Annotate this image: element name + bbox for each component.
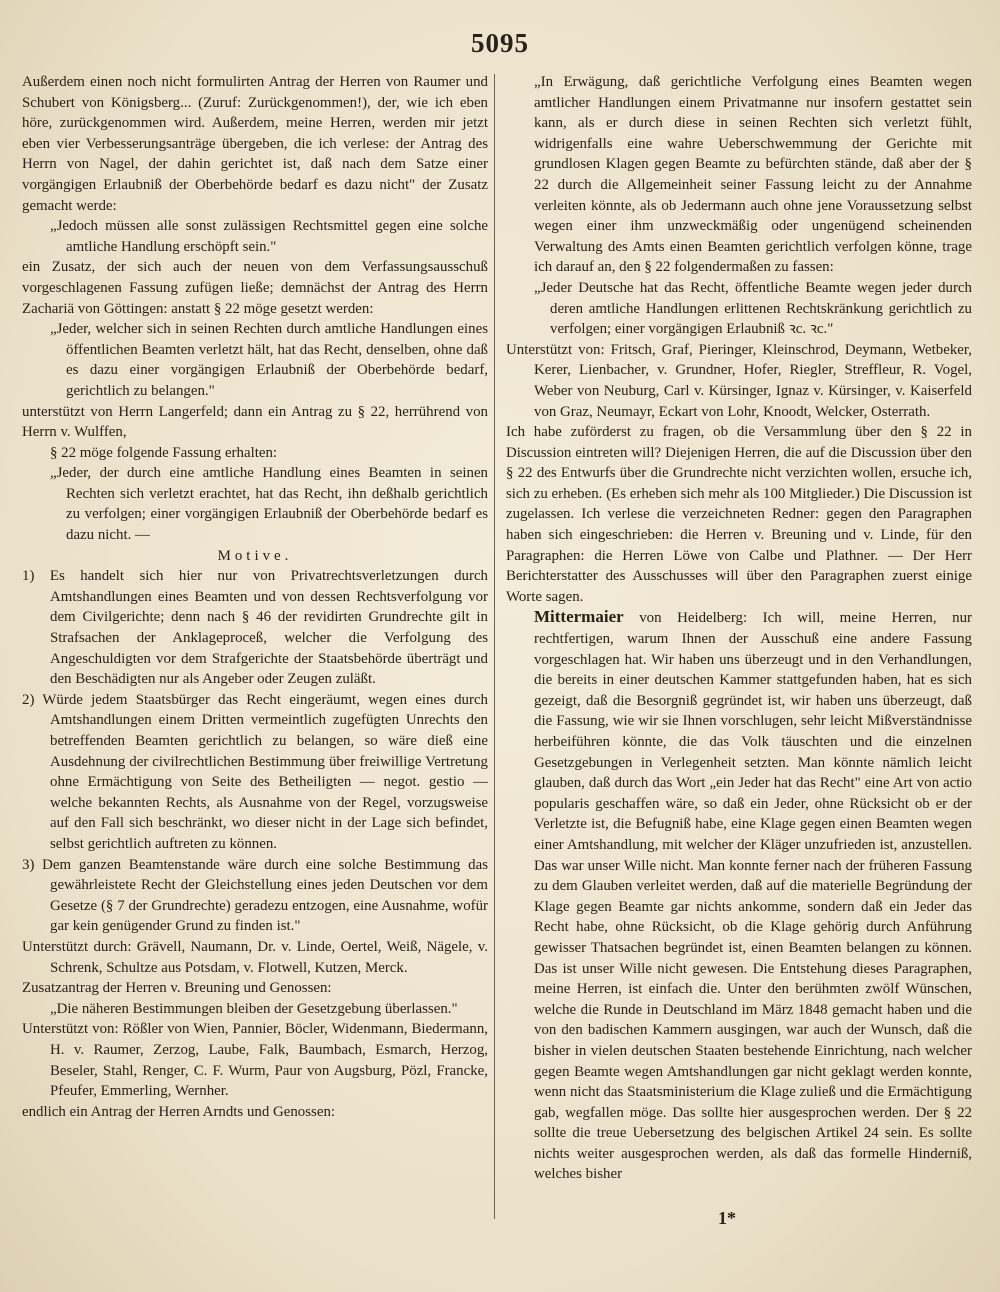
left-column	[22, 72, 488, 1212]
left-paragraph-3: unterstützt von Herrn Langerfeld; dann ein Antrag zu § 22, herrührend von Herrn v. Wulffen,	[22, 403, 488, 441]
left-quote-nagel: „Jedoch müssen alle sonst zulässigen Rechtsmittel gegen eine solche amtliche Handlung erschöpft sein."	[50, 218, 488, 255]
right-quote-arndts: „In Erwägung, daß gerichtliche Verfolgung eines Beamten wegen amtlicher Handlungen einem Privatmanne nur insofern gestattet sein kann, als er durch diese in seinen Rechten sich verletzt fühlt, widrigenfalls eine wahre Ueberschwemmung der Gerichte mit grundlosen Klagen gegen Beamte zu befürchten stände, daß aber der § 22 durch die Allgemeinheit seiner Fassung leicht zu der Annahme verleiten könnte, als ob Jedermann auch ohne jene Voraussetzung selbst wegen einer ihm unzweckmäßig oder ungenügend scheinenden Verwaltung des Amts einen Beamten gerichtlich verfolgen könne, trage ich darauf an, den § 22 folgendermaßen zu fassen:	[534, 74, 972, 276]
left-paragraph-4: § 22 möge folgende Fassung erhalten:	[50, 444, 278, 461]
left-paragraph-5: Zusatzantrag der Herren v. Breuning und Genossen:	[22, 980, 332, 997]
motive-item-3: 3) Dem ganzen Beamtenstande wäre durch eine solche Bestimmung das gewährleistete Recht der Gleichstellung eines jeden Deutschen vor dem Gesetze (§ 7 der Grundrechte) geradezu entzogen, eine Ausnahme, wofür gar kein genügender Grund zu finden ist."	[22, 856, 488, 935]
right-speech	[506, 607, 972, 1185]
speaker-name: Mittermaier	[534, 607, 624, 627]
signature-mark: 1*	[718, 1208, 736, 1228]
left-paragraph-6: endlich ein Antrag der Herren Arndts und Genossen:	[22, 1103, 336, 1120]
left-supporters-2: Unterstützt von: Rößler von Wien, Pannier, Böcler, Widenmann, Biedermann, H. v. Raumer, Zerzog, Laube, Falk, Baumbach, Esmarch, Herzog, Beseler, Stahl, Renger, C. F. Wurm, Paur von Augsburg, Pözl, Francke, Pfeufer, Emmerling, Wernher.	[22, 1021, 488, 1100]
right-column	[506, 72, 972, 1212]
left-supporters-1: Unterstützt durch: Grävell, Naumann, Dr. v. Linde, Oertel, Weiß, Nägele, v. Schrenk, Schultze aus Potsdam, v. Flotwell, Kutzen, Merck.	[22, 938, 488, 976]
motive-item-2: 2) Würde jedem Staatsbürger das Recht eingeräumt, wegen eines durch Amtshandlungen einem Dritten vermeintlich zugefügten Unrechts den betreffenden Beamten gerichtlich zu belangen, so wäre dieß eine Ausdehnung der civilrechtlichen Bestimmung über freiwillige Vertretung ohne Ermächtigung von Seite des Betheiligten — negot. gestio — welche bekannten Rechts, als Ausnahme von der Regel, vorzugsweise auf den Fall sich beschränkt, wo dieser nicht in der Lage sich befindet, selbst gerichtlich auftreten zu können.	[22, 691, 488, 852]
left-paragraph-1: Außerdem einen noch nicht formulirten Antrag der Herren von Raumer und Schubert von Königsberg... (Zuruf: Zurückgenommen!), der, wie ich eben höre, zurückgenommen wird. Außerdem, meine Herren, werden mir jetzt eben vier Verbesserungsanträge übergeben, die ich verlese: der Antrag des Herrn von Nagel, der dahin gerichtet ist, daß nach dem Satze einer vorgängigen Erlaubniß der Oberbehörde bedarf es dazu nicht" der Zusatz gemacht werde:	[22, 74, 488, 214]
motive-item-1: 1) Es handelt sich hier nur von Privatrechtsverletzungen durch Amtshandlungen eines Beamten und von dessen Rechtsverfolgung vor dem Civilgerichte; denn nach § 46 der revidirten Grundrechte gilt in Strafsachen der Anklageproceß, welcher die Verfolgung des Angeschuldigten vor dem Strafgerichte der Staatsbehörde überträgt und den Beschädigten nur als Angeber oder Zeugen zuläßt.	[22, 568, 488, 688]
right-paragraph-1: Ich habe zuförderst zu fragen, ob die Versammlung über den § 22 in Discussion eintreten will? Diejenigen Herren, die auf die Discussion über den § 22 des Entwurfs über die Grundrechte nicht verzichten wollen, ersuche ich, sich zu erheben. (Es erheben sich mehr als 100 Mitglieder.) Die Discussion ist zugelassen. Ich verlese die verzeichneten Redner: gegen den Paragraphen haben sich eingeschrieben: die Herren v. Breuning und v. Linde, für den Paragraphen: die Herren Löwe von Calbe und Plathner. — Der Herr Berichterstatter des Ausschusses will über den Paragraphen zuerst einige Worte sagen.	[506, 424, 972, 605]
left-quote-wulffen: „Jeder, der durch eine amtliche Handlung eines Beamten in seinen Rechten sich verletzt erachtet, hat das Recht, ihn deßhalb gerichtlich zu verfolgen; einer vorgängigen Erlaubniß der Oberbehörde bedarf es dazu nicht. —	[50, 465, 488, 544]
page-number: 5095	[471, 28, 529, 58]
right-quote-proposal: „Jeder Deutsche hat das Recht, öffentliche Beamte wegen jeder durch deren amtliche Handlungen erlittenen Rechtskränkung gerichtlich zu verfolgen; einer vorgängigen Erlaubniß ꝛc. ꝛc."	[534, 279, 972, 338]
left-quote-zachariae: „Jeder, welcher sich in seinen Rechten durch amtliche Handlungen eines öffentlichen Beamten verletzt hält, hat das Recht, denselben, ohne daß es dazu einer vorgängigen Erlaubniß der Oberbehörde bedarf, gerichtlich zu belangen."	[50, 321, 488, 399]
motive-heading: Motive.	[217, 547, 293, 564]
left-quote-breuning: „Die näheren Bestimmungen bleiben der Gesetzgebung überlassen."	[50, 1000, 458, 1017]
speech-text: von Heidelberg: Ich will, meine Herren, nur rechtfertigen, warum Ihnen der Ausschuß eine andere Fassung vorgeschlagen hat. Wir haben uns überzeugt und in den Verhandlungen, die bereits in einer deutschen Kammer stattgefunden haben, hat es sich gezeigt, daß die Besorgniß gegründet ist, wir haben uns überzeugt, daß die Fassung, wie wir sie Ihnen vorschlugen, sehr leicht Mißverständnisse herbeiführen könnte, die das Volk täuschten und die einzelnen Gesetzgebungen in Verlegenheit setzten. Man könnte nämlich leicht glauben, daß durch das Wort „ein Jeder hat das Recht" eine Art von actio popularis geschaffen wäre, so daß ein Jeder, ohne Rücksicht ob er der Verletzte ist, die Befugniß habe, eine Klage gegen einen Beamten wegen einer Amtshandlung, mit welcher der Kläger unzufrieden ist, anzustellen. Das war unser Wille nicht. Man konnte ferner nach der früheren Fassung zu dem Glauben verleitet werden, daß auf die materielle Begründung der Klage gegen Beamte gar nichts ankomme, sondern daß ein Jeder das Recht habe, ohne Rücksicht, ob die Klage gehörig durch Anführung gewisser Thatsachen begründet ist, einen Beamten belangen zu können. Das ist unser Wille nicht gewesen. Die Entstehung dieses Paragraphen, meine Herren, ist einfach die. Unter den berühmten zwölf Wünschen, welche die Runde in Deutschland im März 1848 gemacht haben und die von den badischen Kammern ausgingen, war auch der Wunsch, daß die bisher in vielen deutschen Staaten bestehende Einrichtung, nach welcher gegen Beamte wegen Amtshandlungen gar nicht geklagt werden konnte, wenn nicht das Staatsministerium die Klage zuließ und die Ermächtigung gab, wegfallen möge. Das sollte hier ausgesprochen werden. Der § 22 sollte die treue Uebersetzung des belgischen Artikel 24 sein. Es sollte nichts weiter ausgesprochen werden, als daß das formelle Hinderniß, welches bisher	[534, 610, 972, 1183]
column-divider	[494, 74, 495, 1219]
left-paragraph-2: ein Zusatz, der sich auch der neuen von dem Verfassungsausschuß vorgeschlagenen Fassung zufügen ließe; demnächst der Antrag des Herrn Zachariä von Göttingen: anstatt § 22 möge gesetzt werden:	[22, 259, 488, 317]
right-supporters: Unterstützt von: Fritsch, Graf, Pieringer, Kleinschrod, Deymann, Wetbeker, Kerer, Lienbacher, v. Grundner, Hofer, Riegler, Streffleur, R. Vogel, Weber von Neuburg, Carl v. Kürsinger, Ignaz v. Kürsinger, v. Kaiserfeld von Graz, Neumayr, Eckart von Lohr, Knoodt, Welcker, Osterrath.	[506, 341, 972, 420]
